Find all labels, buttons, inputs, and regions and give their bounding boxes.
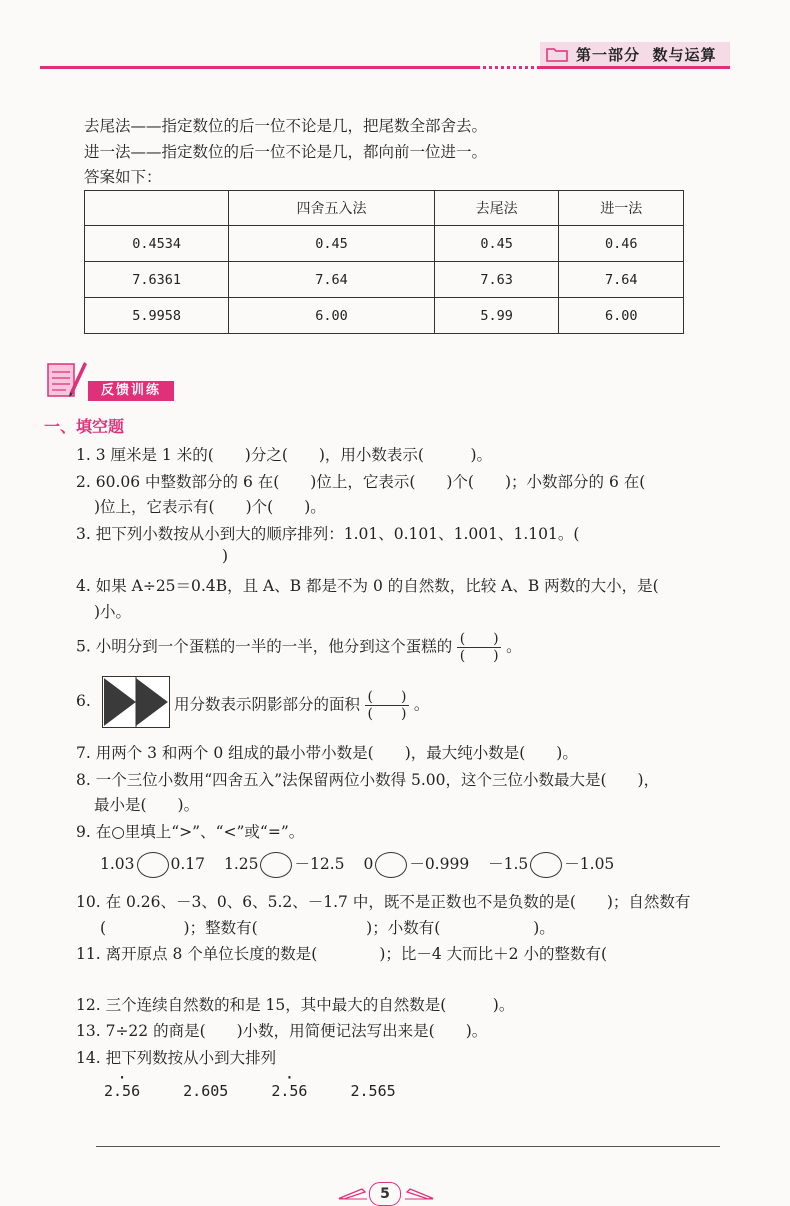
fraction-denominator: ( ) bbox=[459, 648, 499, 664]
table-cell: 6.00 bbox=[229, 298, 435, 334]
question-5-end: 。 bbox=[506, 637, 522, 656]
table-cell: 0.45 bbox=[434, 226, 559, 262]
table-header-cell: 进一法 bbox=[559, 191, 684, 226]
question-13: 13. 7÷22 的商是( )小数，用简便记法写出来是( )。 bbox=[76, 1022, 488, 1040]
comparison-circle bbox=[137, 852, 169, 878]
question-5 bbox=[76, 632, 522, 663]
rounding-table bbox=[84, 190, 684, 334]
comparison-right: －12.5 bbox=[294, 855, 345, 873]
fraction-blank bbox=[457, 632, 501, 663]
table-cell: 5.9958 bbox=[85, 298, 229, 334]
question-14: 14. 把下列数按从小到大排列 bbox=[76, 1049, 277, 1067]
comparison-circle bbox=[260, 852, 292, 878]
decimal-number: 2.605 bbox=[183, 1082, 229, 1100]
comparison-left: 1.25 bbox=[223, 855, 259, 873]
pencil-icon bbox=[338, 1186, 368, 1200]
table-cell: 0.45 bbox=[229, 226, 435, 262]
comparison-right: －1.05 bbox=[564, 855, 615, 873]
header-title: 第一部分 数与运算 bbox=[576, 46, 717, 64]
fraction-numerator: ( ) bbox=[367, 689, 407, 705]
question-7: 7. 用两个 3 和两个 0 组成的最小带小数是( )，最大纯小数是( )。 bbox=[76, 744, 578, 762]
question-1: 1. 3 厘米是 1 米的( )分之( )，用小数表示( )。 bbox=[76, 446, 493, 464]
page-number: 5 bbox=[369, 1182, 401, 1206]
folder-icon bbox=[546, 46, 568, 62]
intro-line-2: 进一法——指定数位的后一位不论是几，都向前一位进一。 bbox=[84, 143, 488, 161]
question-6-number: 6. bbox=[76, 692, 91, 710]
question-10-line-1: 10. 在 0.26、－3、0、6、5.2、－1.7 中，既不是正数也不是负数的是( )；自然数有 bbox=[76, 893, 691, 911]
question-2-line-1: 2. 60.06 中整数部分的 6 在( )位上，它表示( )个( )；小数部分的 6 在( bbox=[76, 473, 646, 491]
question-10-line-2: ( )；整数有( )；小数有( )。 bbox=[100, 919, 555, 937]
table-cell: 7.64 bbox=[559, 262, 684, 298]
comparison-item bbox=[488, 852, 614, 878]
feedback-training-badge: 反馈训练 bbox=[88, 381, 174, 401]
comparison-right: －0.999 bbox=[409, 855, 470, 873]
table-cell: 5.99 bbox=[434, 298, 559, 334]
question-3-line-1: 3. 把下列小数按从小到大的顺序排列：1.01、0.101、1.001、1.101。( bbox=[76, 525, 580, 543]
question-9: 9. 在○里填上“>”、“<”或“=”。 bbox=[76, 823, 305, 841]
question-3-line-2: ) bbox=[222, 547, 229, 565]
header-rule bbox=[40, 66, 730, 69]
question-11: 11. 离开原点 8 个单位长度的数是( )；比－4 大而比＋2 小的整数有( bbox=[76, 945, 608, 963]
question-4-line-1: 4. 如果 A÷25＝0.4B，且 A、B 都是不为 0 的自然数，比较 A、B 两数的大小，是( bbox=[76, 577, 659, 595]
table-cell: 6.00 bbox=[559, 298, 684, 334]
comparison-row bbox=[100, 852, 614, 878]
table-row bbox=[85, 226, 684, 262]
decimal-number: 2.565 bbox=[350, 1082, 396, 1100]
intro-line-1: 去尾法——指定数位的后一位不论是几，把尾数全部舍去。 bbox=[84, 117, 488, 135]
comparison-left: 1.03 bbox=[100, 855, 135, 873]
fraction-blank bbox=[365, 690, 409, 721]
question-8-line-1: 8. 一个三位小数用“四舍五入”法保留两位小数得 5.00，这个三位小数最大是( )， bbox=[76, 771, 660, 789]
comparison-circle bbox=[375, 852, 407, 878]
fraction-numerator: ( ) bbox=[459, 631, 499, 647]
question-8-line-2: 最小是( )。 bbox=[94, 796, 200, 814]
repeating-decimal: · 2.56 bbox=[104, 1082, 140, 1100]
comparison-right: 0.17 bbox=[170, 855, 206, 873]
table-cell: 7.6361 bbox=[85, 262, 229, 298]
footer-rule bbox=[96, 1146, 720, 1147]
table-header-cell: 去尾法 bbox=[434, 191, 559, 226]
table-cell: 7.63 bbox=[434, 262, 559, 298]
shaded-triangles-figure bbox=[102, 676, 170, 728]
comparison-item bbox=[363, 852, 469, 878]
table-header-cell: 四舍五入法 bbox=[229, 191, 435, 226]
comparison-left: 0 bbox=[363, 855, 374, 873]
section-title: 一、填空题 bbox=[44, 417, 125, 436]
table-header-cell bbox=[85, 191, 229, 226]
pencil-icon bbox=[404, 1186, 434, 1200]
comparison-circle bbox=[530, 852, 562, 878]
question-6 bbox=[174, 690, 429, 721]
table-row bbox=[85, 298, 684, 334]
fraction-denominator: ( ) bbox=[367, 706, 407, 722]
notebook-pencil-icon bbox=[44, 356, 88, 400]
table-cell: 0.4534 bbox=[85, 226, 229, 262]
table-header-row bbox=[85, 191, 684, 226]
ordering-numbers bbox=[104, 1082, 396, 1100]
table-cell: 0.46 bbox=[559, 226, 684, 262]
repeating-decimal: · 2.56 bbox=[271, 1082, 307, 1100]
intro-line-3: 答案如下： bbox=[84, 168, 162, 186]
comparison-left: －1.5 bbox=[488, 855, 529, 873]
comparison-item bbox=[224, 852, 345, 878]
comparison-item bbox=[100, 852, 205, 878]
question-6-end: 。 bbox=[413, 695, 430, 714]
question-5-text: 5. 小明分到一个蛋糕的一半的一半，他分到这个蛋糕的 bbox=[76, 637, 453, 656]
question-12: 12. 三个连续自然数的和是 15，其中最大的自然数是( )。 bbox=[76, 996, 515, 1014]
table-row bbox=[85, 262, 684, 298]
question-6-text: 用分数表示阴影部分的面积 bbox=[174, 695, 361, 714]
table-cell: 7.64 bbox=[229, 262, 435, 298]
question-2-line-2: )位上，它表示有( )个( )。 bbox=[94, 498, 326, 516]
question-4-line-2: )小。 bbox=[94, 603, 132, 621]
header-dots bbox=[480, 66, 540, 69]
